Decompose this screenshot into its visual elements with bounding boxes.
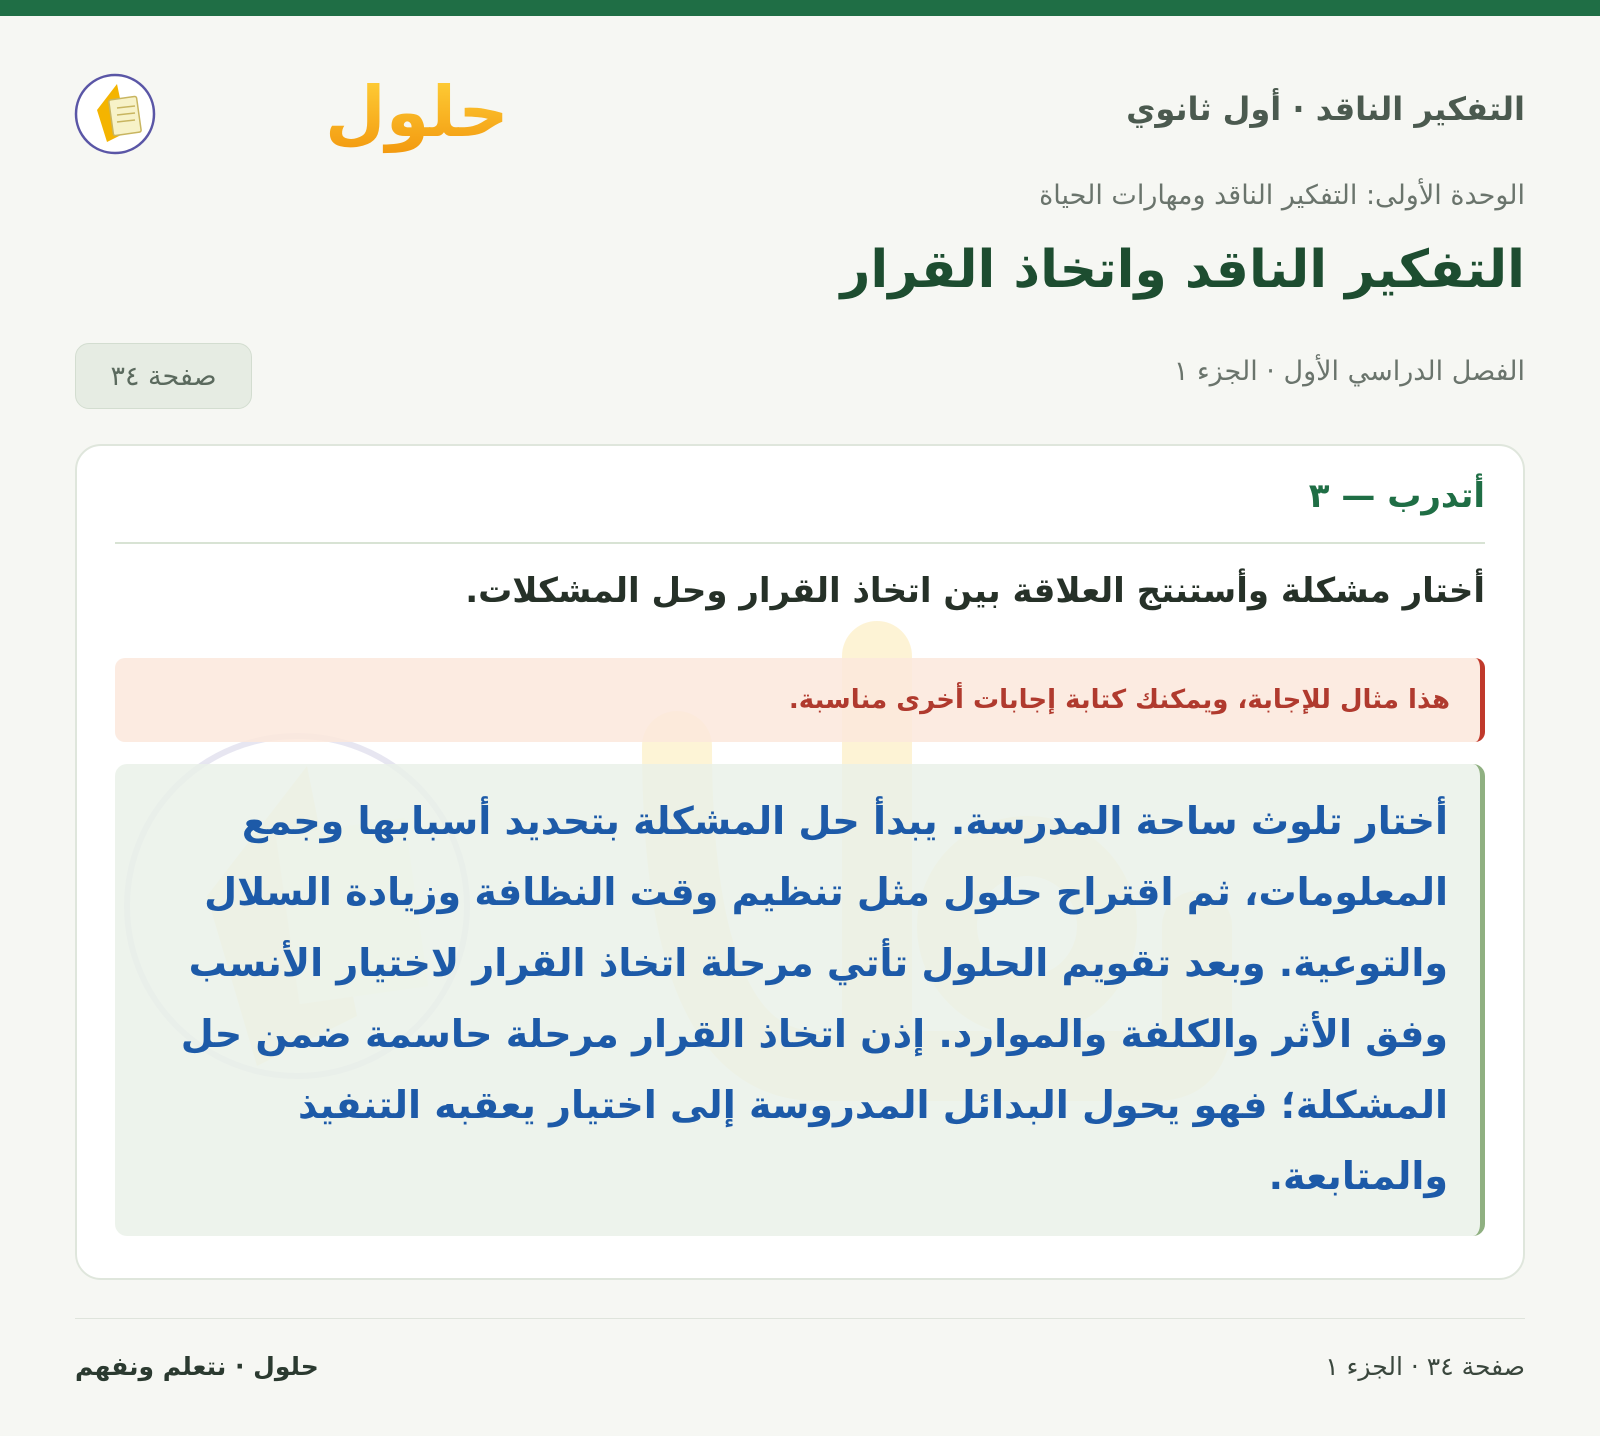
unit-label: الوحدة الأولى: التفكير الناقد ومهارات الحياة [1039,180,1525,211]
footer-page-info: صفحة ٣٤ · الجزء ١ [1325,1352,1525,1381]
page-title: التفكير الناقد واتخاذ القرار [840,240,1525,300]
logo-wordmark: حلول [325,71,509,153]
semester-part: الفصل الدراسي الأول · الجزء ١ [1173,356,1525,387]
footer-brand: حلول · نتعلم ونفهم [75,1352,319,1381]
divider [115,542,1485,544]
answer-text: أختار تلوث ساحة المدرسة. يبدأ حل المشكلة بتحديد أسبابها وجمع المعلومات، ثم اقتراح حلول مثل تنظيم وقت النظافة وزيادة السلال والتوعية. وبعد تقويم الحلول تأتي مرحلة اتخاذ القرار لاختيار الأنسب وفق الأثر والكلفة والموارد. إذن اتخاذ القرار مرحلة حاسمة ضمن حل المشكلة؛ فهو يحول البدائل المدروسة إلى اختيار يعقبه التنفيذ والمتابعة. [115,764,1485,1236]
question-text: أختار مشكلة وأستنتج العلاقة بين اتخاذ القرار وحل المشكلات. [465,571,1485,611]
exercise-label: أتدرب — ٣ [1308,476,1485,516]
hulul-logo[interactable] [75,58,509,162]
page-number-badge: صفحة ٣٤ [75,343,252,409]
header-subject: التفكير الناقد · أول ثانوي [1126,90,1525,128]
header [75,40,1525,170]
footer-divider [75,1318,1525,1319]
example-answer-note: هذا مثال للإجابة، ويمكنك كتابة إجابات أخرى مناسبة. [115,658,1485,742]
exercise-card [75,444,1525,1280]
logo-icon [75,58,509,162]
top-accent-bar [0,0,1600,16]
